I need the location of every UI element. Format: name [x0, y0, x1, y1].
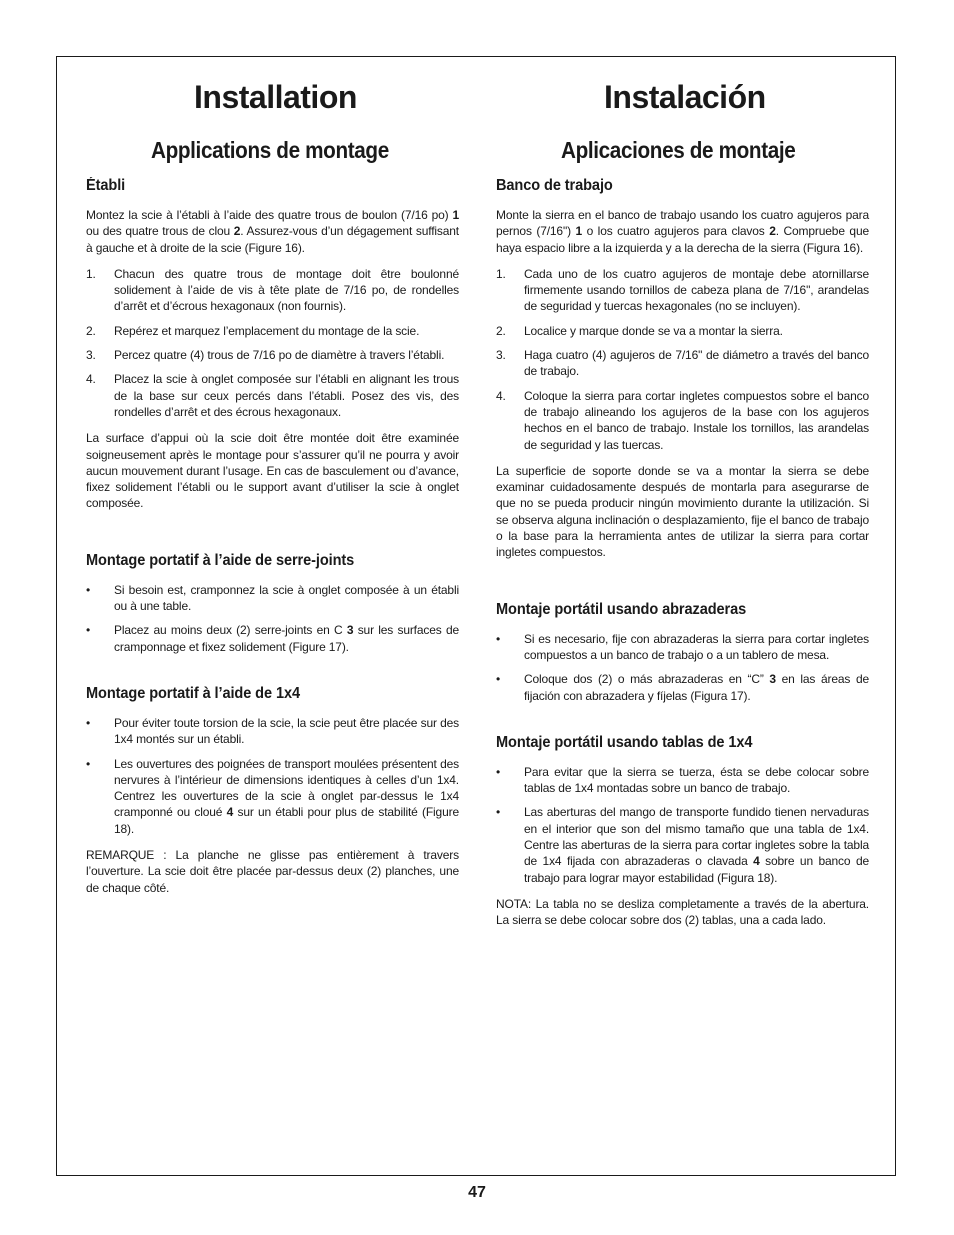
list-item: • Pour éviter toute torsion de la scie, la scie peut être placée sur des 1x4 montés sur un établi. — [86, 715, 459, 747]
list-item: 3. Haga cuatro (4) agujeros de 7/16" de diámetro a través del banco de trabajo. — [496, 348, 869, 379]
bullets-1x4-fr — [86, 715, 459, 837]
bullets-1x4-es — [496, 764, 869, 886]
heading-1x4-fr: Montage portatif à l’aide de 1x4 — [86, 684, 300, 702]
list-item: • Coloque dos (2) o más abrazaderas en “C” 3 en las áreas de fijación con abrazadera y fíjelas (Figura 17). — [496, 672, 869, 703]
list-item: • Las aberturas del mango de transporte fundido tienen nervaduras en el interior que son del mismo tamaño que una tabla de 1x4. Centre las aberturas de la sierra para cortar ingletes sobre la tabla de 1x4 fijada con abrazaderas o clavada 4 sobre un banco de trabajo para lograr mayor estabilidad (Figura 18). — [496, 805, 869, 885]
list-item: 1. Cada uno de los cuatro agujeros de montaje debe atornillarse firmemente usando tornillos de cabeza plana de 7/16", arandelas de seguridad y tuercas hexagonales (no se incluyen). — [496, 266, 869, 314]
intro-paragraph-es: Monte la sierra en el banco de trabajo usando los cuatro agujeros para pernos (7/16") 1 o los cuatro agujeros para clavos 2. Compruebe que haya espacio libre a la izquierda y a la derecha de la sierra (Figura 16). — [496, 208, 869, 255]
page-frame — [56, 56, 896, 1176]
intro-paragraph-fr: Montez la scie à l’établi à l’aide des quatre trous de boulon (7/16 po) 1 ou des quatre trous de clou 2. Assurez-vous d’un dégagement suffisant à gauche et à droite de la scie (Figure 16). — [86, 208, 459, 255]
note-fr: REMARQUE : La planche ne glisse pas entièrement à travers l’ouverture. La scie doit être placée par-dessus deux (2) planches, une de chaque côté. — [86, 848, 459, 895]
page-number: 47 — [468, 1184, 486, 1201]
list-item: 2. Repérez et marquez l’emplacement du montage de la scie. — [86, 323, 420, 338]
outro-paragraph-fr: La surface d’appui où la scie doit être montée doit être examinée soigneusement après le montage pour s’assurer qu’il ne pourra y avoir aucun mouvement durant l’usage. En cas de basculement ou d’avance, fixez solidement l’établi ou le support avant d’utiliser la scie à onglet composée. — [86, 431, 459, 511]
list-item: 4. Coloque la sierra para cortar ingletes compuestos sobre el banco de trabajo alineando los agujeros de la base con los agujeros hechos en el banco de trabajo. Instale los tornillos, las arandelas de seguridad y las tuercas. — [496, 388, 869, 452]
heading-etabli: Établi — [86, 177, 126, 194]
list-item: 1. Chacun des quatre trous de montage doit être boulonné solidement à l’aide de vis à tête plate de 7/16 po, de rondelles d’arrêt et d’écrous hexagonaux (non fournis). — [86, 266, 459, 314]
heading-banco: Banco de trabajo — [496, 177, 613, 194]
section-title-fr: Applications de montage — [151, 137, 389, 163]
section-title-es: Aplicaciones de montaje — [561, 137, 796, 163]
heading-abrazaderas: Montaje portátil usando abrazaderas — [496, 600, 747, 618]
bullets-abrazaderas — [496, 631, 869, 704]
list-item: • Les ouvertures des poignées de transport moulées présentent des nervures à l’intérieur de dimensions identiques à celles d’un 1x4. Centrez les ouvertures de la scie à onglet par-dessus le 1x4 cramponné ou cloué 4 sur un établi pour plus de stabilité (Figure 18). — [86, 756, 459, 836]
list-item: 4. Placez la scie à onglet composée sur l’établi en alignant les trous de la base sur ceux percés dans l’établi. Posez des vis, des rondelles d’arrêt et des écrous hexagonaux. — [86, 372, 459, 419]
heading-serre-joints: Montage portatif à l’aide de serre-joints — [86, 551, 355, 569]
list-item: 2. Localice y marque donde se va a montar la sierra. — [496, 323, 783, 338]
outro-paragraph-es: La superficie de soporte donde se va a montar la sierra se debe examinar cuidadosamente después de montarla para asegurarse de que no se pueda producir ningún movimiento durante la utilización. Si se observa alguna inclinación o desplazamiento, fije el banco de trabajo o la base para la herramienta antes de utilizar la sierra para cortar ingletes compuestos. — [496, 463, 869, 560]
page-title-es: Instalación — [604, 79, 766, 115]
steps-list-fr — [86, 266, 459, 420]
list-item: • Para evitar que la sierra se tuerza, ésta se debe colocar sobre tablas de 1x4 montadas sobre un banco de trabajo. — [496, 764, 869, 796]
steps-list-es — [496, 266, 869, 453]
list-item: • Si es necesario, fije con abrazaderas la sierra para cortar ingletes compuestos a un banco de trabajo o a un tablero de mesa. — [496, 631, 869, 662]
list-item: 3. Percez quatre (4) trous de 7/16 po de diamètre à travers l’établi. — [86, 348, 445, 363]
list-item: • Placez au moins deux (2) serre-joints en C 3 sur les surfaces de cramponnage et fixez solidement (Figure 17). — [86, 623, 459, 654]
bullets-serre-joints — [86, 582, 459, 655]
list-item: • Si besoin est, cramponnez la scie à onglet composée à un établi ou à une table. — [86, 582, 459, 614]
heading-1x4-es: Montaje portátil usando tablas de 1x4 — [496, 733, 753, 751]
note-es: NOTA: La tabla no se desliza completamente a través de la abertura. La sierra se debe colocar sobre dos (2) tablas, una a cada lado. — [496, 896, 869, 928]
page-title-fr: Installation — [194, 79, 357, 115]
